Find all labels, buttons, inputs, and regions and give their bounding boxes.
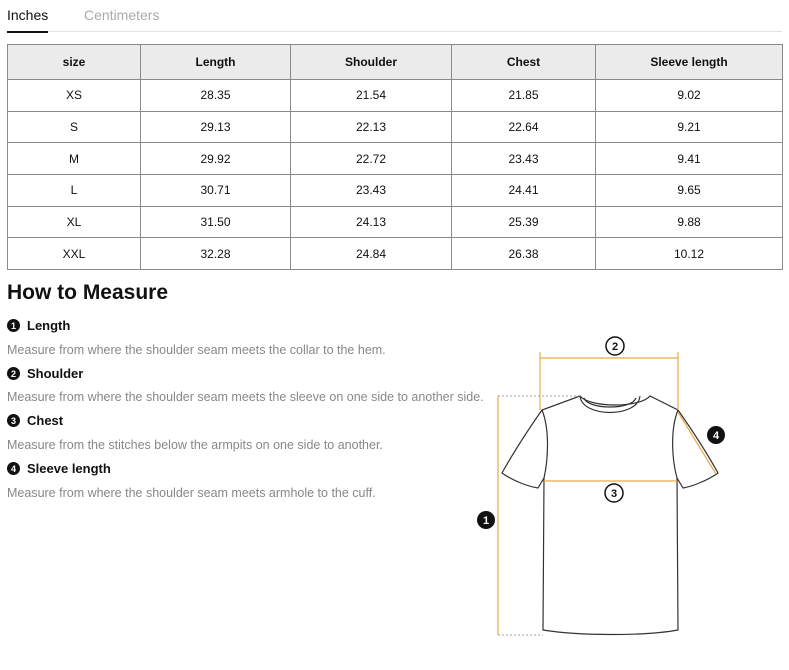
number-badge-icon: 3 xyxy=(7,414,20,427)
measure-item-shoulder-desc: Measure from where the shoulder seam meets the sleeve on one side to another side. xyxy=(7,390,484,404)
tshirt-measure-diagram xyxy=(470,330,770,645)
measure-item-label: Chest xyxy=(27,413,64,428)
cell-shoulder: 24.84 xyxy=(291,238,452,270)
table-row xyxy=(8,206,783,238)
svg-text:4: 4 xyxy=(712,430,720,442)
svg-text:3: 3 xyxy=(610,488,618,500)
header-chest: Chest xyxy=(452,45,596,80)
cell-shoulder: 22.72 xyxy=(291,143,452,175)
marker-3 xyxy=(605,484,623,502)
svg-text:2: 2 xyxy=(611,341,619,353)
measure-item-length-title xyxy=(7,318,70,333)
cell-size: XXL xyxy=(8,238,141,270)
cell-size: S xyxy=(8,111,141,143)
cell-length: 30.71 xyxy=(141,175,291,207)
marker-1 xyxy=(477,511,495,529)
cell-length: 32.28 xyxy=(141,238,291,270)
marker-2 xyxy=(606,337,624,355)
marker-4 xyxy=(707,426,725,444)
cell-size: M xyxy=(8,143,141,175)
measure-item-sleeve-title xyxy=(7,461,111,476)
cell-sleeve-length: 9.02 xyxy=(596,80,783,112)
cell-chest: 22.64 xyxy=(452,111,596,143)
cell-size: L xyxy=(8,175,141,207)
number-badge-icon: 2 xyxy=(7,367,20,380)
cell-sleeve-length: 9.21 xyxy=(596,111,783,143)
header-length: Length xyxy=(141,45,291,80)
cell-chest: 25.39 xyxy=(452,206,596,238)
measure-item-label: Sleeve length xyxy=(27,461,111,476)
svg-text:1: 1 xyxy=(482,515,490,527)
cell-chest: 24.41 xyxy=(452,175,596,207)
tab-centimeters[interactable]: Centimeters xyxy=(84,7,160,23)
cell-length: 29.92 xyxy=(141,143,291,175)
measure-item-label: Shoulder xyxy=(27,366,84,381)
measure-item-sleeve-desc: Measure from where the shoulder seam meets armhole to the cuff. xyxy=(7,486,376,500)
tshirt-outline-icon xyxy=(502,396,718,635)
cell-chest: 26.38 xyxy=(452,238,596,270)
number-badge-icon: 1 xyxy=(7,319,20,332)
table-row xyxy=(8,238,783,270)
cell-size: XL xyxy=(8,206,141,238)
cell-shoulder: 21.54 xyxy=(291,80,452,112)
cell-sleeve-length: 9.88 xyxy=(596,206,783,238)
cell-shoulder: 22.13 xyxy=(291,111,452,143)
measure-item-label: Length xyxy=(27,318,71,333)
cell-sleeve-length: 9.41 xyxy=(596,143,783,175)
tab-inches[interactable]: Inches xyxy=(7,7,48,33)
how-to-measure-heading: How to Measure xyxy=(7,281,169,304)
size-table xyxy=(7,44,783,270)
measure-item-length-desc: Measure from where the shoulder seam meets the collar to the hem. xyxy=(7,343,386,357)
table-header-row xyxy=(8,45,783,80)
cell-length: 31.50 xyxy=(141,206,291,238)
header-shoulder: Shoulder xyxy=(291,45,452,80)
table-row xyxy=(8,111,783,143)
cell-chest: 23.43 xyxy=(452,143,596,175)
cell-sleeve-length: 10.12 xyxy=(596,238,783,270)
table-row xyxy=(8,80,783,112)
table-row xyxy=(8,143,783,175)
cell-shoulder: 23.43 xyxy=(291,175,452,207)
cell-length: 28.35 xyxy=(141,80,291,112)
number-badge-icon: 4 xyxy=(7,462,20,475)
unit-tabs xyxy=(7,0,782,32)
measure-item-chest-desc: Measure from the stitches below the armpits on one side to another. xyxy=(7,438,383,452)
table-row xyxy=(8,175,783,207)
header-sleeve-length: Sleeve length xyxy=(596,45,783,80)
header-size: size xyxy=(8,45,141,80)
cell-shoulder: 24.13 xyxy=(291,206,452,238)
measure-item-shoulder-title xyxy=(7,366,83,381)
measure-item-chest-title xyxy=(7,413,63,428)
cell-chest: 21.85 xyxy=(452,80,596,112)
cell-size: XS xyxy=(8,80,141,112)
cell-length: 29.13 xyxy=(141,111,291,143)
cell-sleeve-length: 9.65 xyxy=(596,175,783,207)
